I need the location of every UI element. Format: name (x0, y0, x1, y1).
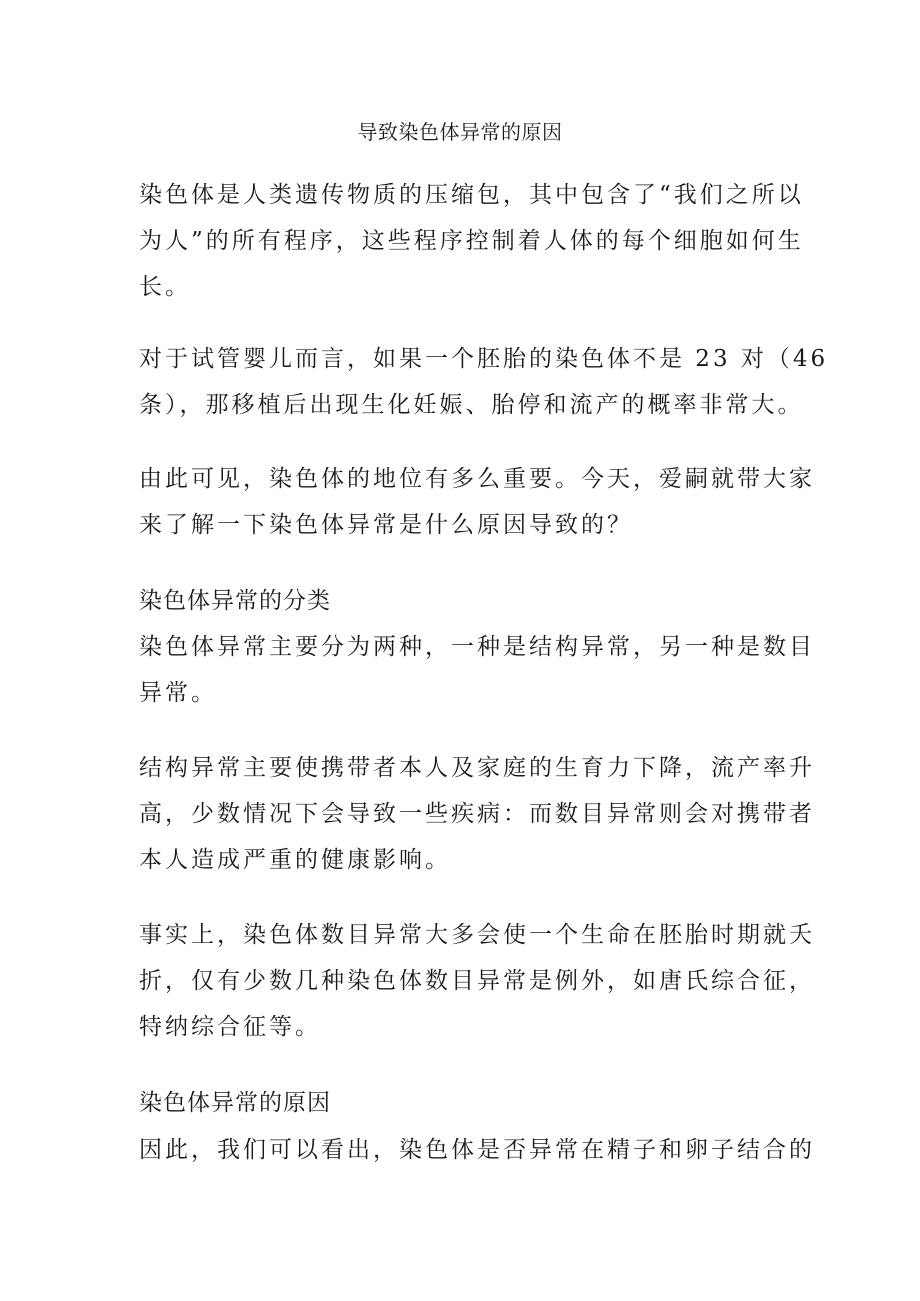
section-heading-causes: 染色体异常的原因 (139, 1090, 331, 1116)
paragraph-line: 为人”的所有程序，这些程序控制着人体的每个细胞如何生 (139, 228, 804, 254)
paragraph-numerical (139, 912, 815, 1050)
paragraph-line: 来了解一下染色体异常是什么原因导致的？ (139, 512, 633, 538)
paragraph-line: 本人造成严重的健康影响。 (139, 847, 451, 873)
paragraph-causes (139, 1127, 815, 1173)
paragraph-line: 染色体异常主要分为两种，一种是结构异常，另一种是数目 (139, 634, 815, 660)
paragraph-line: 因此，我们可以看出，染色体是否异常在精子和卵子结合的 (139, 1137, 815, 1163)
paragraph-line: 条），那移植后出现生化妊娠、胎停和流产的概率非常大。 (139, 392, 804, 418)
paragraph-line: 折，仅有少数几种染色体数目异常是例外，如唐氏综合征， (139, 968, 815, 994)
paragraph-line: 染色体是人类遗传物质的压缩包，其中包含了“我们之所以 (139, 182, 804, 208)
paragraph-line: 事实上，染色体数目异常大多会使一个生命在胚胎时期就夭 (139, 922, 815, 948)
paragraph-types (139, 624, 815, 716)
paragraph-line: 特纳综合征等。 (139, 1014, 321, 1040)
paragraph-line: 长。 (139, 274, 191, 300)
paragraph-structural (139, 745, 815, 883)
section-heading-classification: 染色体异常的分类 (139, 588, 331, 614)
paragraph-line: 对于试管婴儿而言，如果一个胚胎的染色体不是 23 对（46 (139, 346, 829, 372)
document-title: 导致染色体异常的原因 (357, 120, 563, 144)
paragraph-intro (139, 172, 804, 310)
paragraph-importance (139, 456, 815, 548)
paragraph-line: 高，少数情况下会导致一些疾病：而数目异常则会对携带者 (139, 801, 815, 827)
paragraph-line: 结构异常主要使携带者本人及家庭的生育力下降，流产率升 (139, 755, 815, 781)
paragraph-ivf (139, 336, 829, 428)
paragraph-line: 由此可见，染色体的地位有多么重要。今天，爱嗣就带大家 (139, 466, 815, 492)
paragraph-line: 异常。 (139, 680, 217, 706)
